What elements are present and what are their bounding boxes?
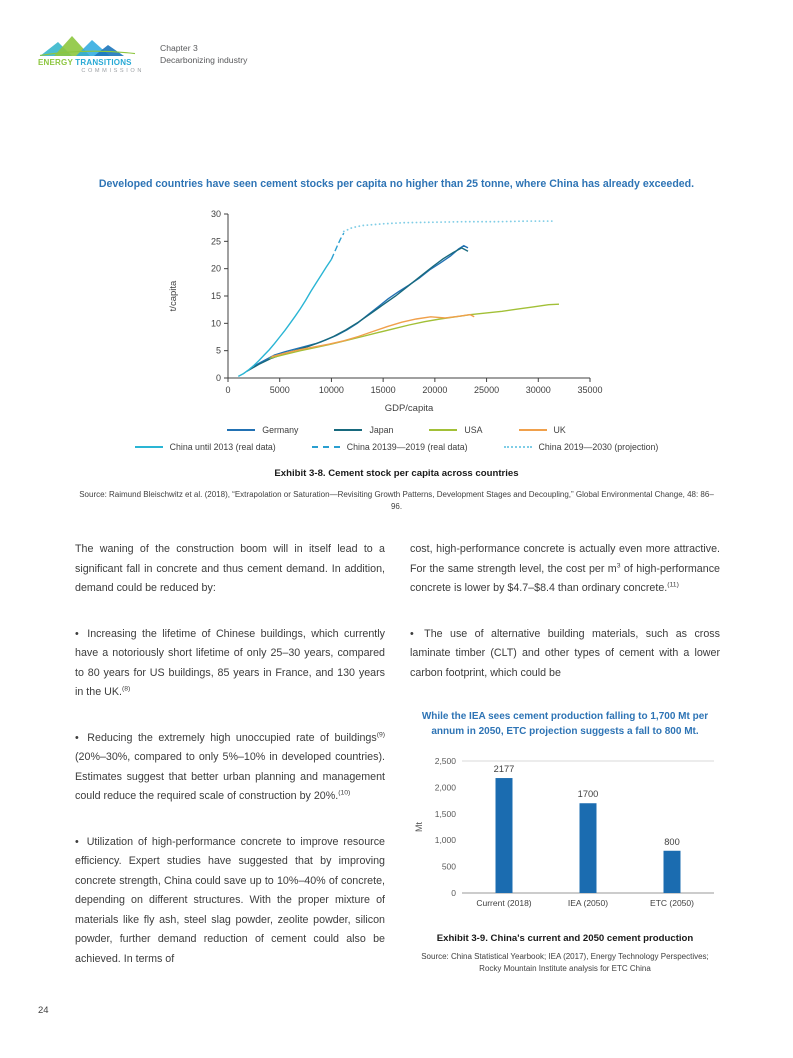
cement-stock-line-chart	[160, 202, 630, 419]
legend-line-swatch	[334, 429, 362, 431]
bar	[664, 851, 681, 893]
y-tick-label: 30	[210, 209, 221, 219]
right-column	[410, 540, 720, 995]
x-category-label: Current (2018)	[476, 898, 532, 908]
footnote-ref: (9)	[376, 730, 385, 738]
legend-label: China until 2013 (real data)	[169, 442, 276, 452]
exhibit-3-8-caption: Exhibit 3-8. Cement stock per capita across countries	[274, 468, 519, 479]
y-tick-label: 0	[451, 888, 456, 898]
x-tick-label: 35000	[577, 385, 603, 395]
bullet-paragraph: • Utilization of high-performance concrete to improve resource efficiency. Expert studies have suggested that by improving concrete strength, China could save up to 10%–40% of concrete, depending on different structures. With the proper mixture of materials like fly ash, steel slag powder, zeolite powder, silicon powder, further demand reduction of cement could also be achieved. In terms of	[75, 835, 385, 965]
bullet-paragraph: • Reducing the extremely high unoccupied rate of buildings$^{(9)}$ (20%–30%, compared to only 5%–10% in developed countries). Estimates suggest that better urban planning and management could reduce the required scale of construction by 20%.$^{(10)}$	[75, 730, 385, 802]
bar-value-label: 1700	[577, 789, 599, 800]
footnote-ref: (10)	[338, 789, 351, 797]
etc-logo	[38, 34, 144, 74]
footnote-ref: (8)	[121, 685, 131, 693]
y-tick-label: 5	[215, 345, 221, 356]
x-tick-label: 0	[225, 385, 231, 395]
series-line	[344, 221, 554, 231]
bar-chart-svg	[410, 747, 720, 925]
legend-item	[312, 442, 468, 452]
legend-line-swatch	[227, 429, 255, 431]
footnote-ref: (11)	[667, 581, 679, 589]
legend-item	[135, 442, 276, 452]
exhibit-3-9-figure	[410, 709, 720, 974]
footnote-ref: 3	[616, 561, 621, 569]
series-line	[331, 233, 343, 259]
legend-label: USA	[464, 425, 483, 435]
paragraph: cost, high-performance concrete is actually even more attractive. For the same strength level, the cost per $m^3$ of high-performance concrete is lower by $4.7–$8.4 than ordinary concrete.$^{(11)}$	[410, 543, 720, 594]
y-tick-label: 0	[215, 373, 221, 383]
y-axis-label: t/capita	[168, 280, 179, 312]
y-tick-label: 2,000	[434, 782, 456, 793]
etc-logo-wordmark	[38, 58, 144, 67]
chart-legend-row	[227, 425, 565, 435]
x-tick-label: 10000	[318, 385, 344, 395]
y-tick-label: 1,000	[434, 835, 456, 846]
page-header	[38, 34, 247, 74]
y-tick-label: 20	[210, 263, 221, 274]
x-tick-label: 30000	[525, 385, 551, 395]
legend-line-swatch	[135, 446, 163, 448]
page-number: 24	[38, 1005, 49, 1016]
cement-production-bar-chart	[410, 747, 720, 925]
legend-line-swatch	[519, 429, 547, 431]
y-tick-label: 15	[210, 291, 221, 301]
bar-value-label: 800	[664, 836, 680, 847]
chart-legend-row	[135, 442, 659, 452]
y-axis-label: Mt	[414, 822, 424, 832]
legend-item	[504, 442, 659, 452]
left-column	[75, 540, 385, 995]
x-tick-label: 25000	[474, 385, 500, 395]
legend-label: Germany	[262, 425, 299, 435]
x-category-label: IEA (2050)	[567, 898, 609, 908]
bar	[580, 803, 597, 893]
exhibit-3-8-title: Developed countries have seen cement stocks per capita no higher than 25 tonne, where China has already exceeded.	[98, 178, 695, 190]
bullet-marker: •	[75, 835, 79, 848]
legend-label: China 2019—2030 (projection)	[538, 442, 659, 452]
x-tick-label: 15000	[370, 385, 396, 395]
legend-item	[429, 425, 482, 435]
legend-line-swatch	[429, 429, 457, 431]
series-line	[238, 259, 331, 376]
legend-line-swatch	[312, 446, 340, 448]
y-tick-label: 25	[210, 236, 221, 247]
logo-word-transitions: TRANSITIONS	[75, 58, 132, 67]
legend-label: UK	[553, 425, 566, 435]
bar	[496, 778, 513, 893]
x-category-label: ETC (2050)	[650, 898, 694, 908]
exhibit-3-9-title: While the IEA sees cement production falling to 1,700 Mt per annum in 2050, ETC projection suggests a fall to 800 Mt.	[421, 711, 709, 737]
y-tick-label: 1,500	[434, 808, 456, 819]
line-chart-svg	[160, 202, 630, 414]
body-columns	[75, 540, 720, 995]
bullet-paragraph: • The use of alternative building materials, such as cross laminate timber (CLT) and other types of cement with a lower carbon footprint, which could be	[410, 627, 720, 679]
chapter-title: Decarbonizing industry	[160, 55, 248, 65]
y-tick-label: 500	[441, 861, 456, 872]
legend-item	[334, 425, 393, 435]
legend-label: China 20139—2019 (real data)	[346, 442, 468, 452]
exhibit-3-8-source: Source: Raimund Bleischwitz et al. (2018), “Extrapolation or Saturation—Revisiting Growth Patterns, Development Stages and Decoupling,” Global Environmental Change, 48: 86–96.	[79, 490, 714, 511]
exhibit-3-9-caption: Exhibit 3-9. China's current and 2050 cement production	[436, 933, 694, 944]
paragraph: The waning of the construction boom will in itself lead to a significant fall in concrete and thus cement demand. In addition, demand could be reduced by:	[75, 543, 385, 594]
chart-legend	[0, 425, 793, 452]
y-tick-label: 10	[210, 318, 221, 329]
series-line	[269, 304, 559, 358]
logo-word-energy: ENERGY	[38, 58, 73, 67]
legend-item	[519, 425, 566, 435]
bullet-paragraph: • Increasing the lifetime of Chinese buildings, which currently have a notoriously short lifetime of only 25–30 years, compared to 80 years for US buildings, 85 years in France, and 130 years in the UK.$^{(8)}$	[75, 627, 385, 698]
right-column-text	[410, 540, 720, 683]
logo-word-commission: COMMISSION	[81, 68, 144, 74]
bullet-marker: •	[75, 627, 79, 640]
y-tick-label: 2,500	[434, 756, 456, 766]
x-tick-label: 5000	[269, 385, 290, 395]
chapter-number: Chapter 3	[160, 42, 198, 53]
etc-logo-mountains-icon	[38, 34, 138, 56]
legend-line-swatch	[504, 446, 532, 448]
x-axis-label: GDP/capita	[384, 403, 434, 414]
legend-label: Japan	[369, 425, 394, 435]
chapter-info	[160, 42, 247, 67]
bar-value-label: 2177	[493, 764, 515, 775]
bullet-marker: •	[75, 731, 79, 744]
legend-item	[227, 425, 298, 435]
x-tick-label: 20000	[422, 385, 448, 395]
bullet-marker: •	[410, 627, 414, 640]
exhibit-3-9-source: Source: China Statistical Yearbook; IEA (2017), Energy Technology Perspectives; Rocky Mountain Institute analysis for ETC China	[421, 952, 709, 973]
